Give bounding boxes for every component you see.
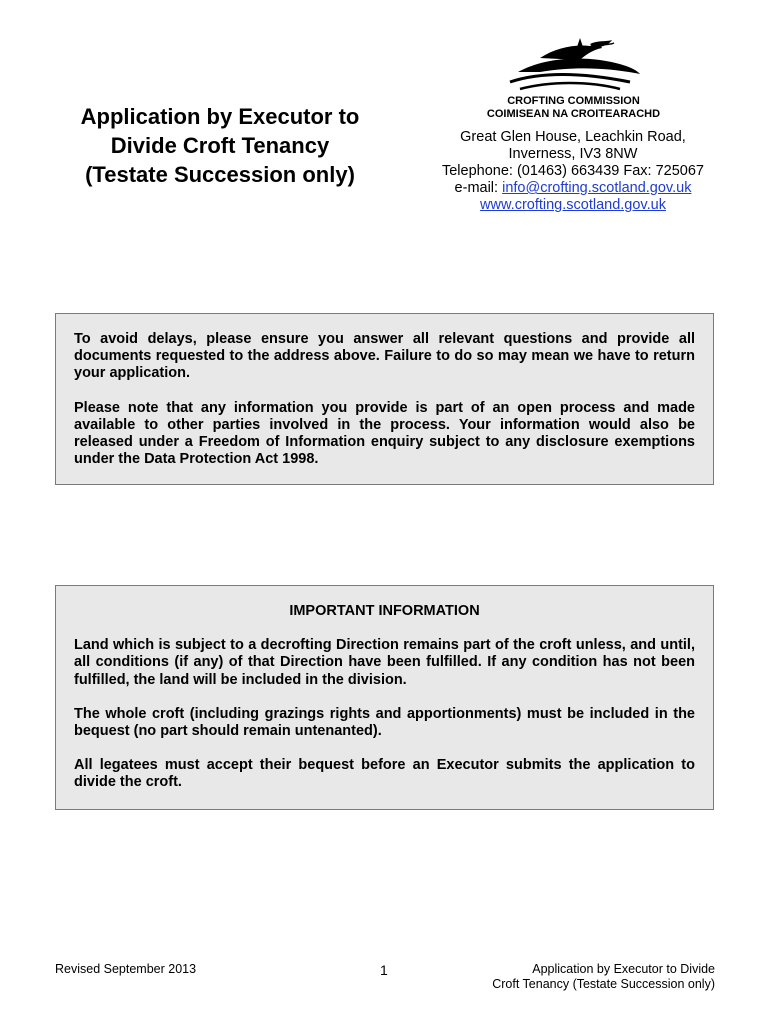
notice-2-paragraph-1: Land which is subject to a decrofting Direction remains part of the croft unless, and until, all conditions (if any) of that Direction have been fulfilled. If any condition has not been fulfilled, the land will be included in the division. — [74, 637, 695, 688]
important-information-box — [55, 585, 714, 810]
privacy-notice-box — [55, 313, 714, 485]
address-line-1: Great Glen House, Leachkin Road, — [460, 129, 686, 145]
email-label: e-mail: — [454, 180, 503, 196]
notice-2-paragraph-2: The whole croft (including grazings rights and apportionments) must be included in the bequest (no part should remain untenanted). — [74, 705, 695, 740]
notice-2-paragraph-3: All legatees must accept their bequest before an Executor submits the application to divide the croft. — [74, 757, 695, 791]
website-line — [420, 197, 726, 214]
footer-title-line-2: Croft Tenancy (Testate Succession only) — [492, 977, 715, 991]
important-information-heading: IMPORTANT INFORMATION — [289, 603, 480, 619]
footer-revised-date: Revised September 2013 — [55, 962, 197, 976]
title-line-3: (Testate Succession only) — [85, 162, 355, 187]
website-link[interactable]: www.crofting.scotland.gov.uk — [480, 197, 666, 213]
contact-details — [420, 129, 726, 214]
title-line-2: Divide Croft Tenancy — [110, 133, 330, 158]
organisation-name — [430, 95, 717, 121]
crofting-commission-logo-icon — [480, 38, 660, 94]
page-title — [40, 102, 400, 189]
organisation-name-english: CROFTING COMMISSION — [507, 95, 640, 107]
footer-title-line-1: Application by Executor to Divide — [532, 962, 715, 976]
notice-1-paragraph-1: To avoid delays, please ensure you answer all relevant questions and provide all documents requested to the address above. Failure to do so may mean we have to return your application. — [74, 331, 695, 382]
organisation-name-gaelic: COIMISEAN NA CROITEARACHD — [486, 108, 661, 120]
email-line — [420, 180, 726, 197]
address-line-2: Inverness, IV3 8NW — [508, 146, 638, 162]
email-link[interactable]: info@crofting.scotland.gov.uk — [502, 180, 692, 196]
footer-document-title — [440, 962, 715, 992]
title-line-1: Application by Executor to — [80, 104, 360, 129]
notice-1-paragraph-2: Please note that any information you provide is part of an open process and made available to other parties involved in the process. Your information would also be released under a Freedom of Information enquiry subject to any disclosure exemptions under the Data Protection Act 1998. — [74, 399, 695, 468]
footer-page-number: 1 — [380, 962, 388, 978]
telephone-fax: Telephone: (01463) 663439 Fax: 725067 — [441, 163, 704, 179]
